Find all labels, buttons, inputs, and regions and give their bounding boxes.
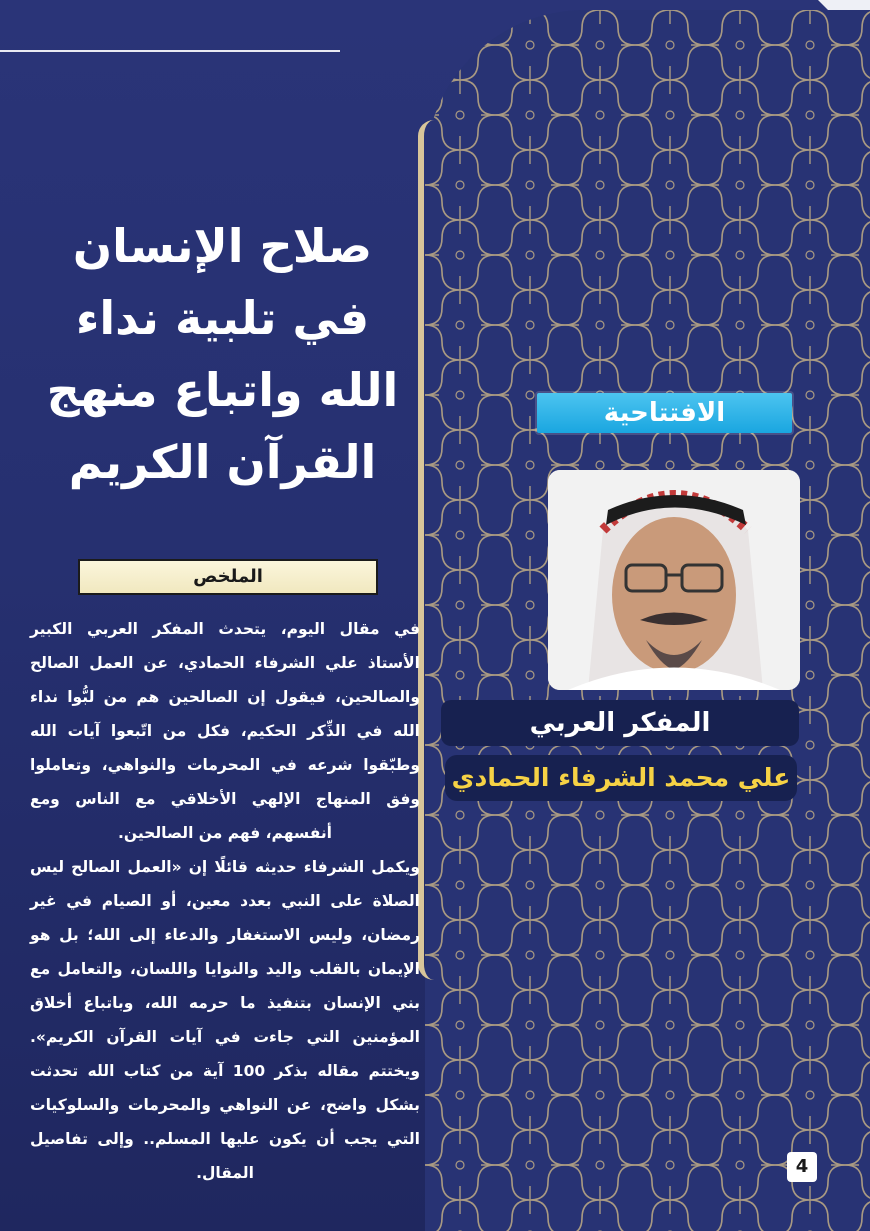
summary-paragraph-1: في مقال اليوم، يتحدث المفكر العربي الكبير الأستاذ علي الشرفاء الحمادي، عن العمل الصالح والصالحين، فيقول إن الصالحين هم من لبُّوا نداء الله في الذِّكر الحكيم، فكل من اتّبعوا آيات الله وطبّقوا شرعه في المحرمات والنواهي، وتعاملوا وفق المنهاج الإلهي الأخلاقي مع الناس ومع أنفسهم، فهم من الصالحين. bbox=[30, 620, 420, 842]
summary-paragraph-2: ويكمل الشرفاء حديثه قائلًا إن «العمل الصالح ليس الصلاة على النبي بعدد معين، أو الصيام في غير رمضان، وليس الاستغفار والدعاء إلى الله؛ بل هو الإيمان بالقلب واليد والنوايا واللسان، والتعامل مع بني الإنسان بتنفيذ ما حرمه الله، وباتباع أخلاق المؤمنين التي جاءت في آيات القرآن الكريم». ويختتم مقاله بذكر 100 آية من كتاب الله تحدثت بشكل واضح، عن النواهي والمحرمات والسلوكيات التي يجب أن يكون عليها المسلم.. وإلى تفاصيل المقال. bbox=[30, 858, 420, 1182]
section-tag-editorial: الافتتاحية bbox=[537, 393, 792, 433]
page-number: 4 bbox=[787, 1152, 817, 1182]
title-line-3: الله واتباع منهج bbox=[46, 363, 399, 417]
title-line-4: القرآن الكريم bbox=[68, 435, 377, 489]
top-divider-line bbox=[0, 50, 340, 52]
author-name-plate: علي محمد الشرفاء الحمادي bbox=[445, 755, 797, 801]
author-portrait bbox=[548, 470, 800, 690]
article-title bbox=[40, 210, 405, 498]
gold-frame-border bbox=[418, 120, 434, 980]
title-line-1: صلاح الإنسان bbox=[72, 219, 373, 273]
summary-label-box: الملخص bbox=[78, 559, 378, 595]
summary-body bbox=[30, 612, 420, 1190]
author-title-plate: المفكر العربي bbox=[441, 700, 799, 746]
title-line-2: في تلبية نداء bbox=[75, 291, 370, 345]
